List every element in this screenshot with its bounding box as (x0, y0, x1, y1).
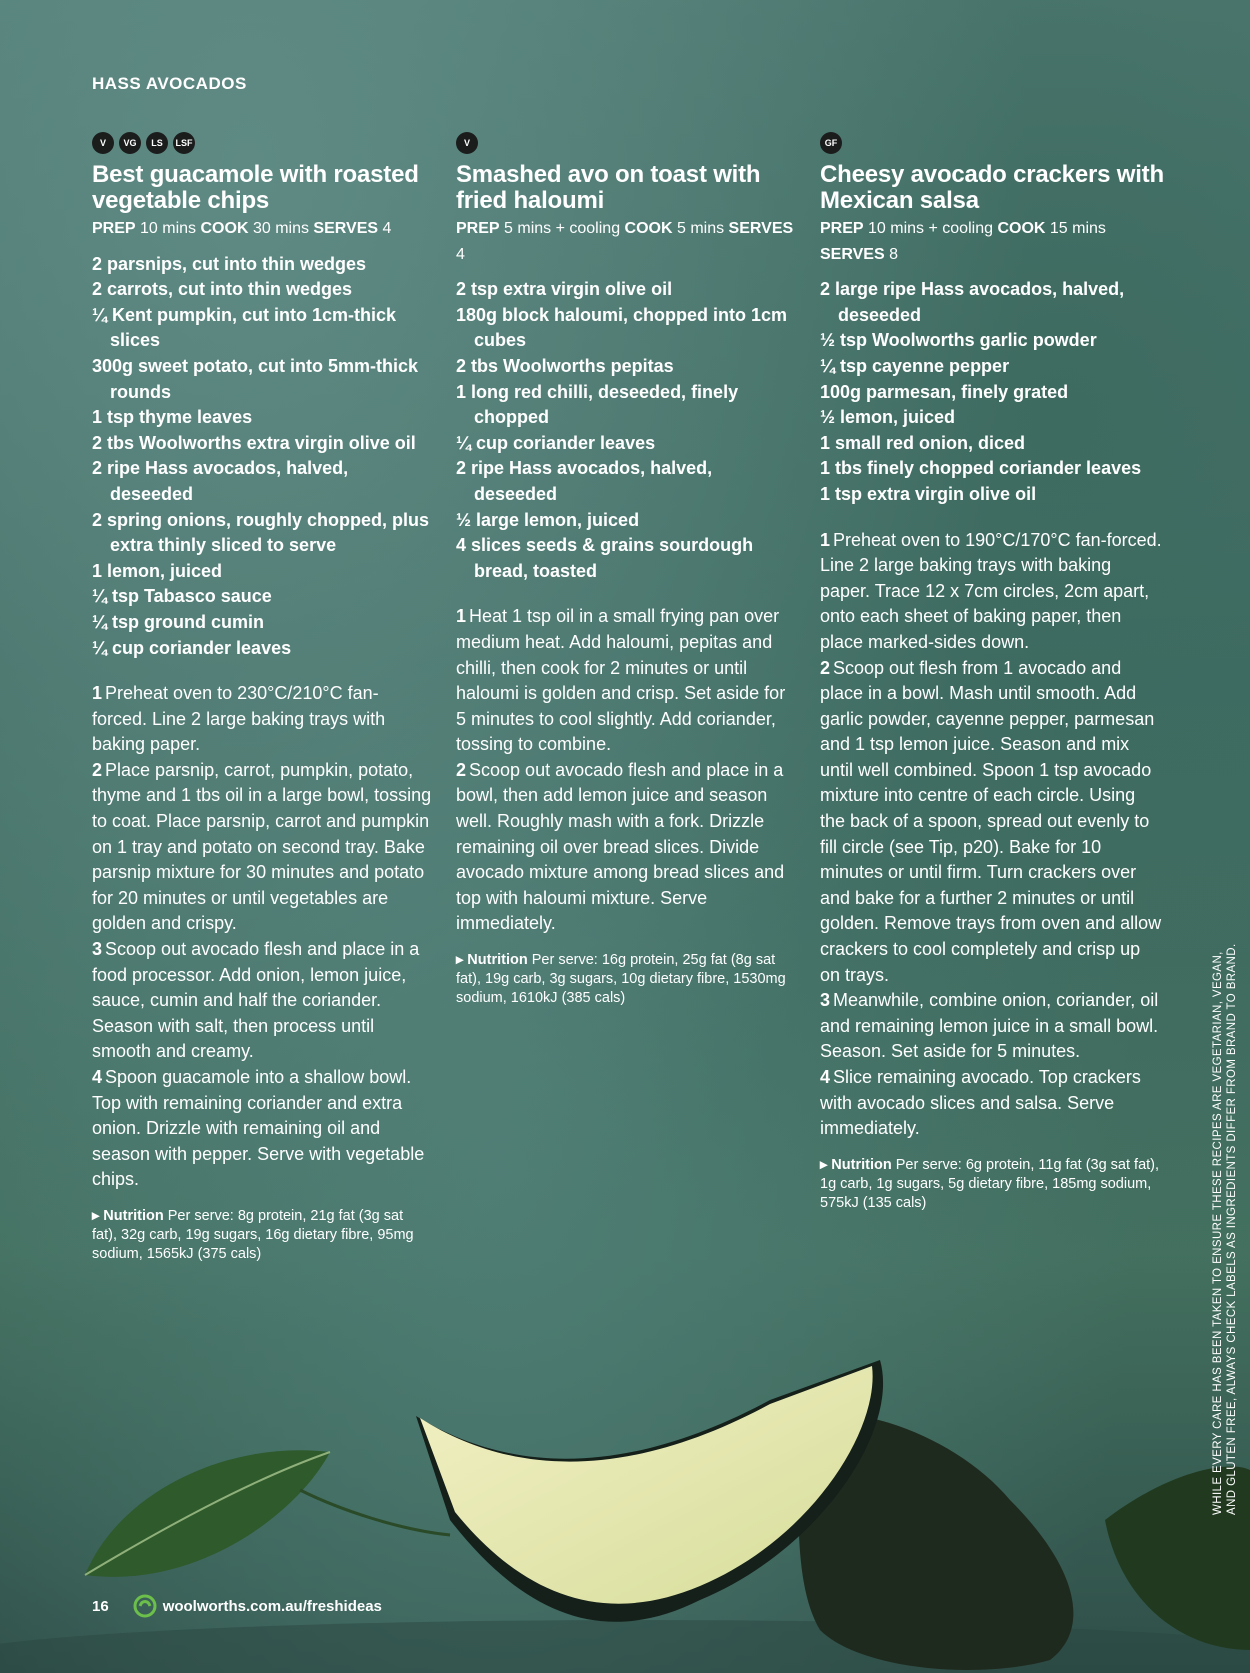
nutrition-label: ▸ Nutrition (820, 1156, 892, 1173)
ingredient-item: 1 tsp extra virgin olive oil (820, 483, 1037, 504)
step-number: 1 (92, 683, 103, 704)
diet-badge-icon: V (456, 132, 478, 154)
nutrition-info (92, 1207, 432, 1264)
ingredient-item: 2 ripe Hass avocados, halved, deseeded (456, 458, 713, 504)
method-step (456, 604, 796, 758)
step-text: Heat 1 tsp oil in a small frying pan over medium heat. Add haloumi, pepitas and chilli, then cook for 2 minutes or until haloumi is golden and crisp. Set aside for 5 minutes to cool slightly. Add coriander, tossing to combine. (456, 606, 786, 755)
ingredient-list (456, 277, 796, 584)
ingredient-item: 180g block haloumi, chopped into 1cm cubes (456, 304, 788, 351)
step-number: 3 (820, 990, 831, 1011)
woolworths-logo-icon (133, 1594, 157, 1618)
nutrition-info (456, 951, 796, 1008)
recipe-title: Smashed avo on toast with fried haloumi (456, 161, 761, 214)
recipe-meta (456, 216, 796, 267)
diet-badge-icon: V (92, 132, 114, 154)
meta-value: 30 mins (248, 220, 314, 237)
recipe-title: Cheesy avocado crackers with Mexican salsa (820, 161, 1164, 214)
ingredient-item: ¼ tsp Tabasco sauce (92, 586, 272, 607)
ingredient-item: 1 tbs finely chopped coriander leaves (820, 458, 1142, 479)
ingredient-item: ¼ tsp cayenne pepper (820, 355, 1010, 376)
avocado-photo (0, 1360, 1250, 1673)
ingredient-item: 2 spring onions, roughly chopped, plus extra thinly sliced to serve (92, 509, 430, 556)
method-step (92, 1065, 432, 1193)
method-step (92, 681, 432, 758)
ingredient-item: 100g parmesan, finely grated (820, 381, 1069, 402)
method-step (92, 937, 432, 1065)
nutrition-label: ▸ Nutrition (92, 1207, 164, 1224)
nutrition-text: Per serve: 6g protein, 11g fat (3g sat fat), 1g carb, 1g sugars, 5g dietary fibre, 185mg sodium, 575kJ (135 cals) (820, 1156, 1160, 1211)
meta-label: SERVES (313, 220, 379, 237)
ingredient-item: 300g sweet potato, cut into 5mm-thick rounds (92, 355, 419, 402)
step-number: 2 (820, 657, 831, 678)
step-number: 4 (92, 1067, 103, 1087)
recipe-column (820, 132, 1165, 1213)
nutrition-label: ▸ Nutrition (456, 952, 528, 969)
ingredient-item: ½ tsp Woolworths garlic powder (820, 330, 1097, 351)
recipe-column (456, 132, 796, 1008)
ingredient-list (820, 277, 1165, 507)
meta-label: PREP (820, 220, 864, 237)
method-step (820, 656, 1165, 989)
step-text: Scoop out avocado flesh and place in a bowl, then add lemon juice and season well. Roughly mash with a fork. Drizzle remaining oil over bread slices. Divide avocado mixture among bread slices and top with haloumi mixture. Serve immediately. (456, 759, 785, 934)
ingredient-item: ¼ Kent pumpkin, cut into 1cm-thick slices (92, 304, 397, 351)
nutrition-text: Per serve: 8g protein, 21g fat (3g sat fat), 32g carb, 19g sugars, 16g dietary fibre, 95mg sodium, 1565kJ (375 cals) (92, 1207, 414, 1262)
meta-value: 4 (378, 220, 392, 237)
ingredient-item: ¼ cup coriander leaves (456, 432, 656, 453)
diet-badge-icon: VG (119, 132, 141, 154)
ingredient-item: 2 carrots, cut into thin wedges (92, 279, 353, 300)
step-text: Preheat oven to 230°C/210°C fan-forced. Line 2 large baking trays with baking paper. (92, 683, 386, 755)
diet-badge-icon: LSF (173, 132, 195, 154)
meta-value: 10 mins (135, 220, 201, 237)
recipe-meta (92, 216, 432, 242)
recipe-meta (820, 216, 1165, 267)
step-text: Slice remaining avocado. Top crackers with avocado slices and salsa. Serve immediately. (820, 1067, 1141, 1139)
method-step (456, 758, 796, 937)
ingredient-item: 2 ripe Hass avocados, halved, deseeded (92, 458, 349, 504)
nutrition-info (820, 1156, 1165, 1213)
diet-badges (92, 132, 432, 154)
ingredient-item: 2 tsp extra virgin olive oil (456, 279, 673, 300)
disclaimer: WHILE EVERY CARE HAS BEEN TAKEN TO ENSURE THESE RECIPES ARE VEGETARIAN, VEGAN, AND GLUTEN FREE, ALWAYS CHECK LABELS AS INGREDIENTS DIFFER FROM BRAND TO BRAND. (1212, 943, 1238, 1515)
step-number: 2 (92, 759, 103, 780)
meta-value: 5 mins + cooling (499, 220, 625, 237)
ingredient-item: 2 tbs Woolworths extra virgin olive oil (92, 432, 416, 453)
step-number: 1 (820, 529, 831, 550)
ingredient-item: 1 long red chilli, deseeded, finely chopped (456, 381, 739, 428)
meta-value: 15 mins (1045, 220, 1106, 237)
step-text: Preheat oven to 190°C/170°C fan-forced. Line 2 large baking trays with baking paper. Trace 12 x 7cm circles, 2cm apart, onto each sheet of baking paper, then place marked-sides down. (820, 529, 1162, 652)
diet-badge-icon: GF (820, 132, 842, 154)
ingredient-item: 1 small red onion, diced (820, 432, 1026, 453)
page-number: 16 (92, 1597, 109, 1615)
meta-label: SERVES (820, 245, 885, 263)
ingredient-item: 1 tsp thyme leaves (92, 407, 253, 428)
ingredient-item: 4 slices seeds & grains sourdough bread, toasted (456, 535, 754, 581)
ingredient-list (92, 252, 432, 662)
ingredient-item: 2 large ripe Hass avocados, halved, deseeded (820, 279, 1125, 325)
meta-label: COOK (624, 220, 673, 237)
method-step (820, 988, 1165, 1065)
diet-badge-icon: LS (146, 132, 168, 154)
recipe-column (92, 132, 432, 1264)
meta-value: 8 (884, 245, 898, 263)
ingredient-item: 1 lemon, juiced (92, 560, 223, 581)
ingredient-item: 2 tbs Woolworths pepitas (456, 355, 674, 376)
method-steps (456, 604, 796, 937)
meta-value: 5 mins (672, 220, 729, 237)
method-steps (820, 528, 1165, 1142)
ingredient-item: ½ large lemon, juiced (456, 509, 640, 530)
ingredient-item: ¼ cup coriander leaves (92, 637, 292, 658)
meta-label: SERVES (728, 220, 794, 237)
ingredient-item: ½ lemon, juiced (820, 407, 956, 428)
nutrition-text: Per serve: 16g protein, 25g fat (8g sat fat), 19g carb, 3g sugars, 10g dietary fibre, 1530mg sodium, 1610kJ (385 cals) (456, 952, 786, 1007)
meta-label: PREP (92, 220, 136, 237)
meta-value: 4 (456, 245, 465, 263)
step-text: Meanwhile, combine onion, coriander, oil and remaining lemon juice in a small bowl. Season. Set aside for 5 minutes. (820, 990, 1159, 1062)
method-step (820, 1065, 1165, 1142)
meta-label: COOK (997, 220, 1046, 237)
step-number: 3 (92, 939, 103, 960)
step-text: Scoop out flesh from 1 avocado and place in a bowl. Mash until smooth. Add garlic powder, cayenne pepper, parmesan and 1 tsp lemon juice. Season and mix until well combined. Spoon 1 tsp avocado mixture into centre of each circle. Using the back of a spoon, spread out evenly to fill circle (see Tip, p20). Bake for 10 minutes or until firm. Turn crackers over and bake for a further 2 minutes or until golden. Remove trays from oven and allow crackers to cool completely and crisp up on trays. (820, 657, 1162, 985)
step-text: Place parsnip, carrot, pumpkin, potato, thyme and 1 tbs oil in a large bowl, tossing to coat. Place parsnip, carrot and pumpkin on 1 tray and potato on second tray. Bake parsnip mixture for 30 minutes and potato for 20 minutes or until vegetables are golden and crispy. (92, 759, 432, 934)
step-text: Spoon guacamole into a shallow bowl. Top with remaining coriander and extra onion. Drizzle with remaining oil and season with pepper. Serve with vegetable chips. (92, 1067, 425, 1190)
step-number: 4 (820, 1067, 831, 1087)
diet-badges (456, 132, 796, 154)
meta-value: 10 mins + cooling (863, 220, 998, 237)
section-label: HASS AVOCADOS (92, 74, 247, 93)
step-number: 2 (456, 759, 467, 780)
method-step (92, 758, 432, 937)
recipe-title: Best guacamole with roasted vegetable chips (92, 161, 419, 214)
step-text: Scoop out avocado flesh and place in a food processor. Add onion, lemon juice, sauce, cumin and half the coriander. Season with salt, then process until smooth and creamy. (92, 939, 420, 1062)
ingredient-item: 2 parsnips, cut into thin wedges (92, 253, 367, 274)
meta-label: COOK (200, 220, 249, 237)
ingredient-item: ¼ tsp ground cumin (92, 611, 265, 632)
meta-label: PREP (456, 220, 500, 237)
footer-url-link[interactable]: woolworths.com.au/freshideas (162, 1597, 382, 1615)
method-steps (92, 681, 432, 1193)
method-step (820, 528, 1165, 656)
step-number: 1 (456, 606, 467, 627)
footer (92, 1594, 382, 1618)
diet-badges (820, 132, 1165, 154)
